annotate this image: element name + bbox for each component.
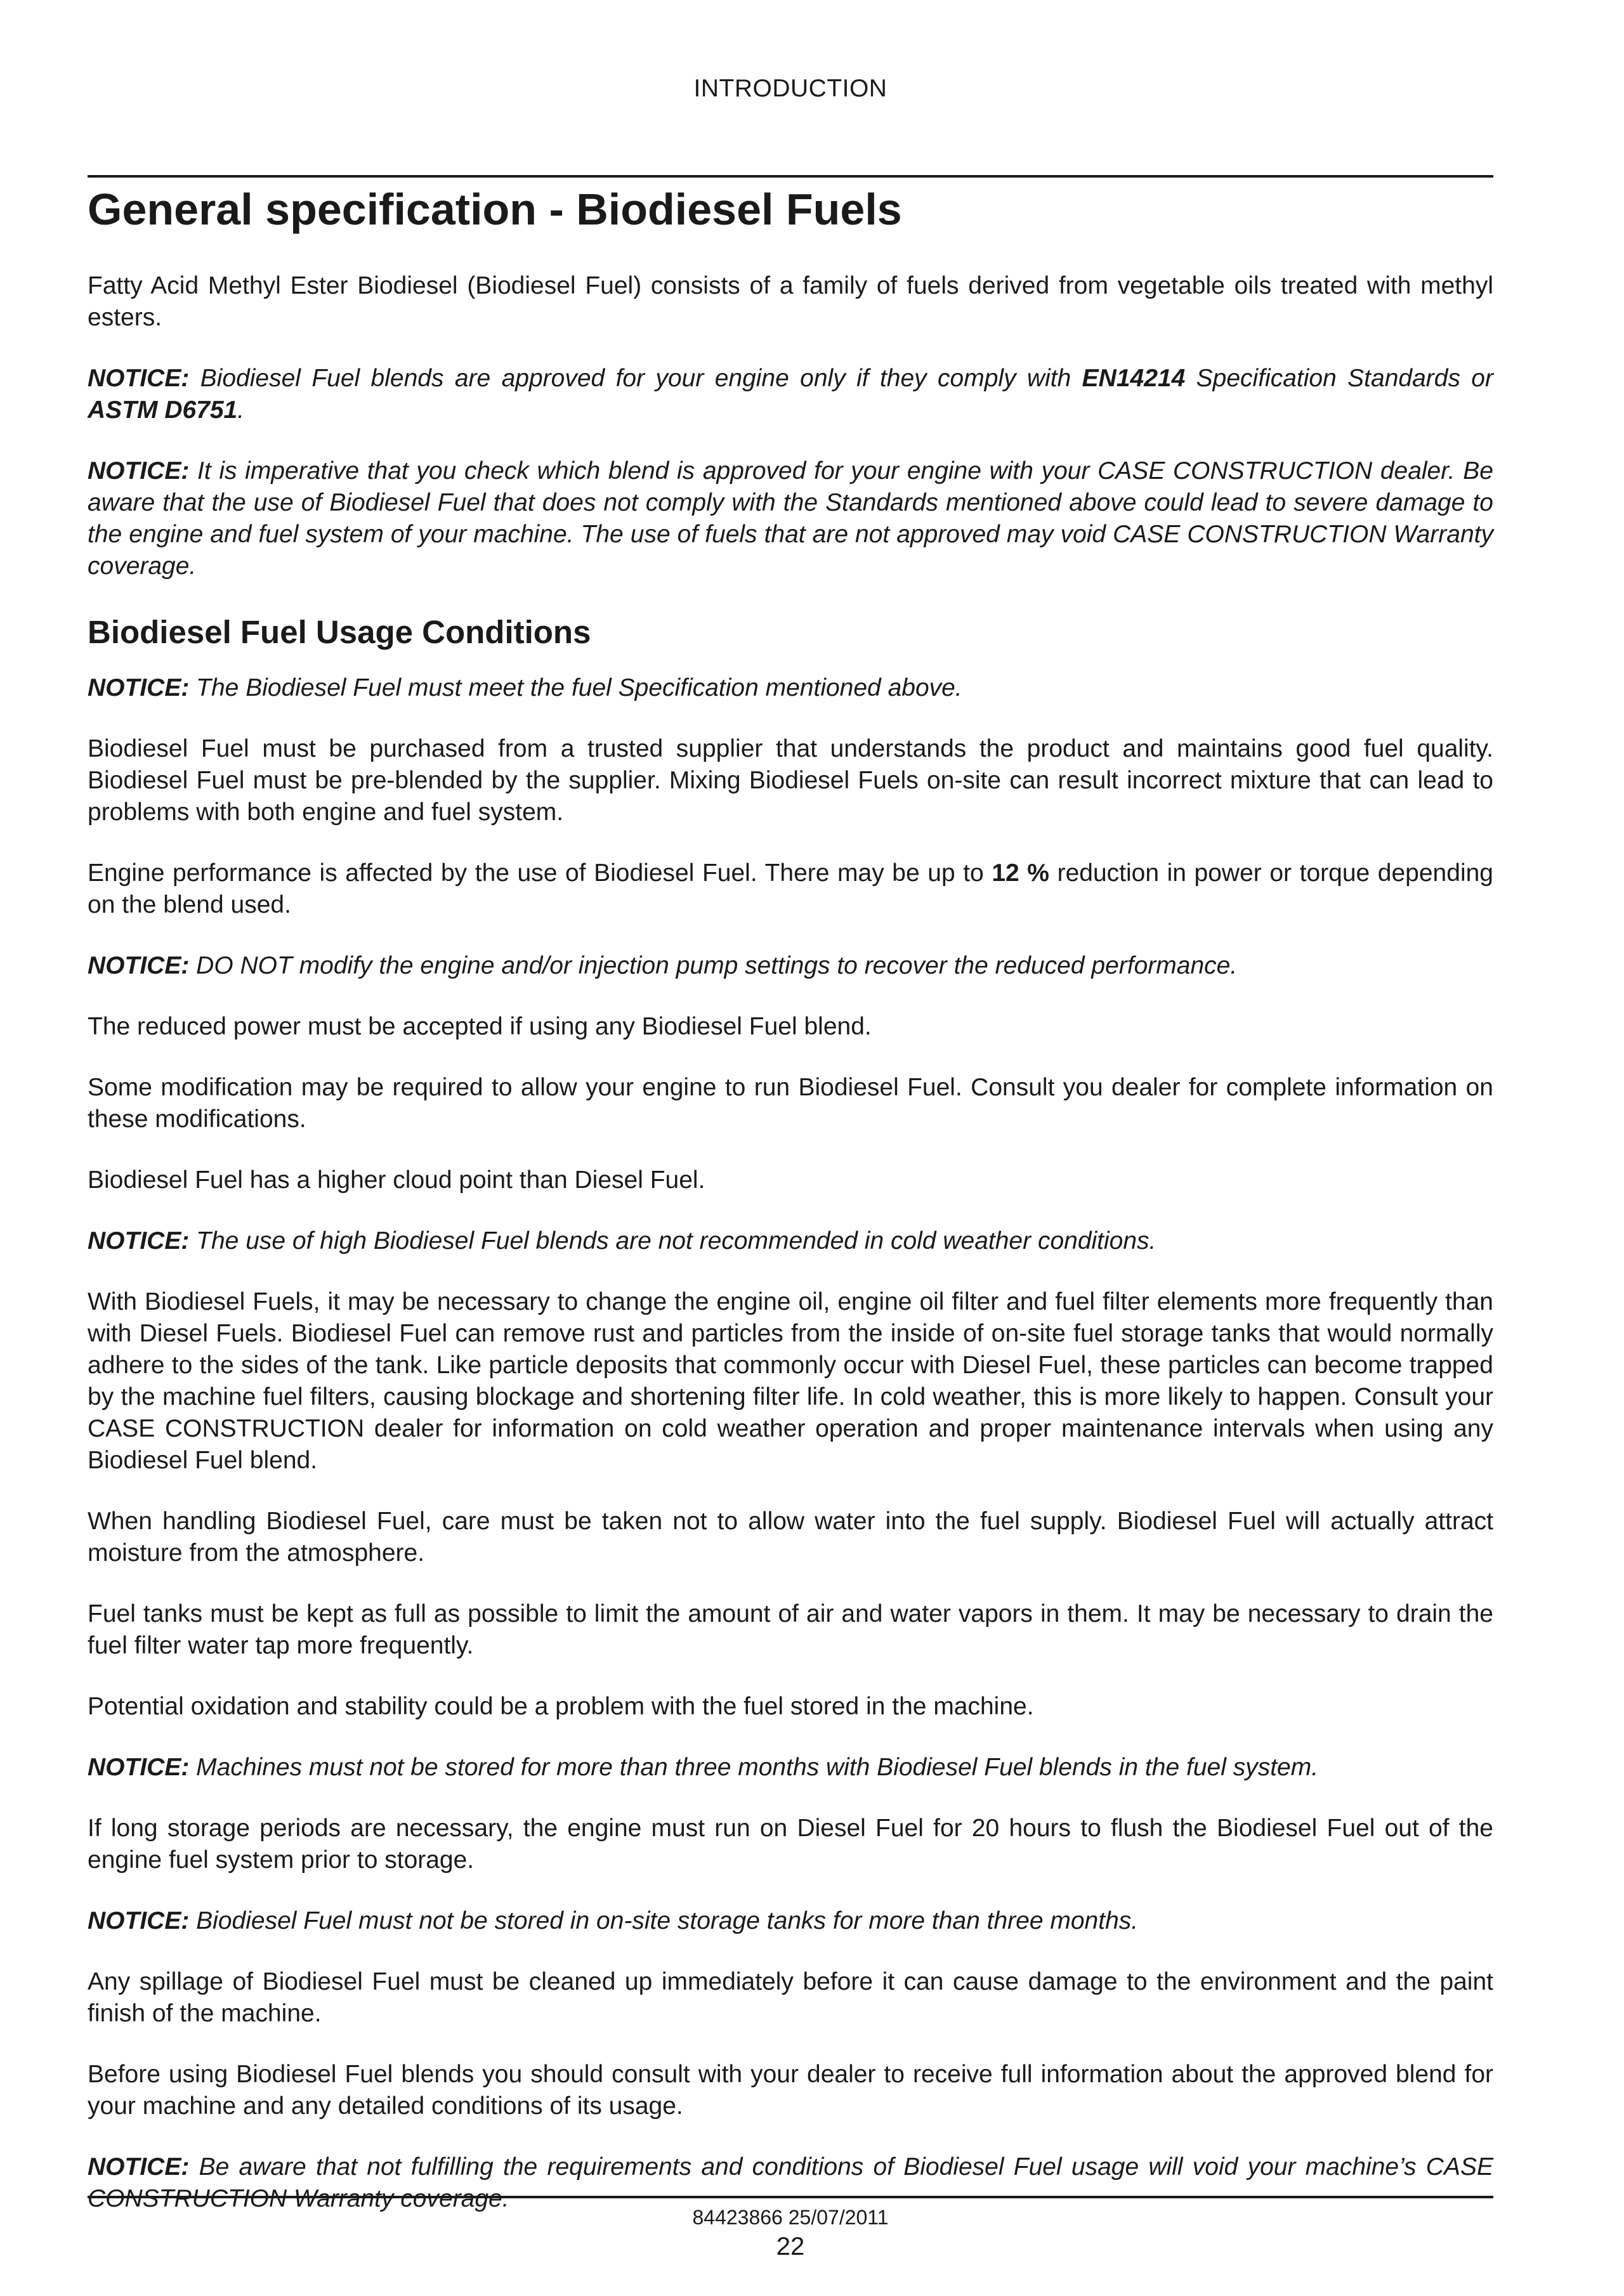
notice-label: NOTICE:	[88, 1754, 190, 1781]
notice-text: Be aware that not fulfilling the requirements and conditions of Biodiesel Fuel usage will void your machine’s CASE CONSTRUCTION Warranty coverage.	[88, 2153, 1493, 2212]
notice-do-not-modify	[88, 950, 1493, 982]
page-title: General specification - Biodiesel Fuels	[88, 185, 902, 234]
paragraph-fuel-tanks: Fuel tanks must be kept as full as possible to limit the amount of air and water vapors in them. It may be necessary to drain the fuel filter water tap more frequently.	[88, 1600, 1493, 1659]
page-content	[88, 179, 1493, 2244]
section-heading-usage-conditions: Biodiesel Fuel Usage Conditions	[88, 614, 591, 650]
manual-page	[88, 0, 1493, 2296]
page-number: 22	[776, 2233, 805, 2260]
notice-text: Biodiesel Fuel blends are approved for your engine only if they comply with	[189, 365, 1082, 392]
paragraph-modification: Some modification may be required to allow your engine to run Biodiesel Fuel. Consult you dealer for complete information on these modifications.	[88, 1074, 1493, 1133]
notice-check-blend	[88, 455, 1493, 582]
notice-label: NOTICE:	[88, 457, 190, 485]
notice-label: NOTICE:	[88, 1907, 190, 1934]
notice-label: NOTICE:	[88, 365, 190, 392]
paragraph-oxidation: Potential oxidation and stability could be a problem with the fuel stored in the machine.	[88, 1693, 1034, 1720]
footer-rule	[88, 2196, 1493, 2198]
paragraph-purchase: Biodiesel Fuel must be purchased from a trusted supplier that understands the product and maintains good fuel quality. Biodiesel Fuel must be pre-blended by the supplier. Mixing Biodiesel Fuels on-site can result incorrect mixture that can lead to problems with both engine and fuel system.	[88, 735, 1493, 826]
notice-warranty	[88, 2151, 1493, 2215]
notice-text: .	[237, 396, 245, 424]
reduction-percentage: 12 %	[992, 859, 1049, 887]
paragraph-text: Engine performance is affected by the use of Biodiesel Fuel. There may be up to	[88, 859, 992, 887]
notice-label: NOTICE:	[88, 1227, 190, 1255]
paragraph-cloud-point: Biodiesel Fuel has a higher cloud point than Diesel Fuel.	[88, 1166, 705, 1194]
notice-tank-storage	[88, 1905, 1493, 1937]
footer-document-reference: 84423866 25/07/2011	[692, 2206, 889, 2229]
paragraph-consult-dealer: Before using Biodiesel Fuel blends you should consult with your dealer to receive full information about the approved blend for your machine and any detailed conditions of its usage.	[88, 2061, 1493, 2120]
paragraph-text: reduction in power or torque depending on the blend used.	[88, 859, 1493, 918]
notice-text: DO NOT modify the engine and/or injection pump settings to recover the reduced performance.	[189, 952, 1238, 979]
notice-approved-blends	[88, 363, 1493, 426]
paragraph-performance	[88, 858, 1493, 921]
paragraph-reduced-power: The reduced power must be accepted if using any Biodiesel Fuel blend.	[88, 1013, 872, 1040]
notice-fuel-specification	[88, 672, 1493, 704]
running-header: INTRODUCTION	[693, 75, 887, 102]
notice-cold-weather	[88, 1225, 1493, 1257]
notice-label: NOTICE:	[88, 2153, 190, 2181]
intro-paragraph: Fatty Acid Methyl Ester Biodiesel (Biodiesel Fuel) consists of a family of fuels derived from vegetable oils treated with methyl esters.	[88, 272, 1493, 331]
standard-en14214: EN14214	[1082, 365, 1186, 392]
notice-text: Biodiesel Fuel must not be stored in on-site storage tanks for more than three months.	[189, 1907, 1139, 1934]
notice-text: The Biodiesel Fuel must meet the fuel Specification mentioned above.	[189, 674, 962, 701]
paragraph-water: When handling Biodiesel Fuel, care must be taken not to allow water into the fuel supply. Biodiesel Fuel will actually attract moisture from the atmosphere.	[88, 1508, 1493, 1567]
notice-text: It is imperative that you check which blend is approved for your engine with your CASE CONSTRUCTION dealer. Be aware that the use of Biodiesel Fuel that does not comply with the Standards mentioned above could lead to severe damage to the engine and fuel system of your machine. The use of fuels that are not approved may void CASE CONSTRUCTION Warranty coverage.	[88, 457, 1493, 580]
paragraph-long-storage: If long storage periods are necessary, the engine must run on Diesel Fuel for 20 hours to flush the Biodiesel Fuel out of the engine fuel system prior to storage.	[88, 1815, 1493, 1874]
notice-text: Machines must not be stored for more than three months with Biodiesel Fuel blends in the fuel system.	[189, 1754, 1319, 1781]
notice-machine-storage	[88, 1752, 1493, 1784]
notice-text: The use of high Biodiesel Fuel blends are not recommended in cold weather conditions.	[189, 1227, 1156, 1255]
header-rule	[88, 175, 1493, 178]
notice-label: NOTICE:	[88, 674, 190, 701]
standard-astm-d6751: ASTM D6751	[88, 396, 238, 424]
notice-label: NOTICE:	[88, 952, 190, 979]
notice-text: Specification Standards or	[1185, 365, 1493, 392]
paragraph-spillage: Any spillage of Biodiesel Fuel must be cleaned up immediately before it can cause damage to the environment and the paint finish of the machine.	[88, 1968, 1493, 2027]
paragraph-maintenance: With Biodiesel Fuels, it may be necessary to change the engine oil, engine oil filter and fuel filter elements more frequently than with Diesel Fuels. Biodiesel Fuel can remove rust and particles from the inside of on-site fuel storage tanks that would normally adhere to the sides of the tank. Like particle deposits that commonly occur with Diesel Fuel, these particles can become trapped by the machine fuel filters, causing blockage and shortening filter life. In cold weather, this is more likely to happen. Consult your CASE CONSTRUCTION dealer for information on cold weather operation and proper maintenance intervals when using any Biodiesel Fuel blend.	[88, 1288, 1493, 1474]
